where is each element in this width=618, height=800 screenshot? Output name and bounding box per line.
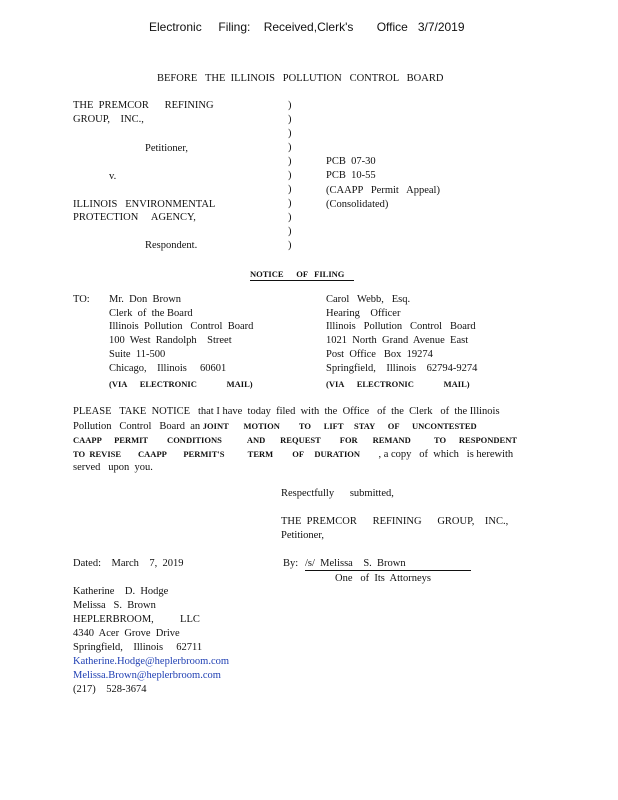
recipient-right-line: Springfield, Illinois 62794-9274: [326, 363, 478, 374]
body-line-1: PLEASE TAKE NOTICE that I have today filed with the Office of the Clerk of the Illinois: [73, 406, 500, 417]
body-line-4: [73, 447, 513, 462]
petitioner-name-line2: GROUP, INC.,: [73, 114, 144, 125]
caption-paren: ): [288, 100, 292, 111]
counsel-line: Springfield, Illinois 62711: [73, 642, 203, 653]
respectfully-submitted: Respectfully submitted,: [281, 488, 394, 499]
petitioner-name-line1: THE PREMCOR REFINING: [73, 100, 214, 111]
caption-paren: ): [288, 240, 292, 251]
counsel-line: Katherine D. Hodge: [73, 586, 169, 597]
party-role: Petitioner,: [281, 530, 325, 541]
respondent-name-line2: PROTECTION AGENCY,: [73, 212, 196, 223]
party-name: THE PREMCOR REFINING GROUP, INC.,: [281, 516, 509, 527]
body-line-4-text: , a copy of which is herewith: [378, 449, 514, 460]
caption-paren: ): [288, 212, 292, 223]
body-line-2: [73, 419, 477, 434]
caption-paren: ): [288, 184, 292, 195]
signature: /s/ Melissa S. Brown: [305, 558, 406, 569]
recipient-right-line: Carol Webb, Esq.: [326, 294, 411, 305]
filing-stamp: Electronic Filing: Received,Clerk's Office 3/7/2019: [149, 20, 465, 34]
caption-paren: ): [288, 226, 292, 237]
dated-line: Dated: March 7, 2019: [73, 558, 184, 569]
counsel-line: HEPLERBROOM, LLC: [73, 614, 200, 625]
case-number: (CAAPP Permit Appeal): [326, 185, 440, 196]
motion-title-part-3: TO REVISE CAAPP PERMIT'S TERM OF DURATION: [73, 449, 361, 459]
recipient-left-line: Suite 11-500: [109, 349, 166, 360]
caption-paren: ): [288, 114, 292, 125]
signature-line: [305, 557, 471, 571]
email-link-hodge[interactable]: Katherine.Hodge@heplerbroom.com: [73, 656, 230, 667]
caption-paren: ): [288, 170, 292, 181]
caption-paren: ): [288, 198, 292, 209]
recipient-left-line: Clerk of the Board: [109, 308, 193, 319]
recipient-right-line: Hearing Officer: [326, 308, 401, 319]
recipient-right-line: Illinois Pollution Control Board: [326, 321, 476, 332]
recipient-left-line: Mr. Don Brown: [109, 294, 182, 305]
body-line-2-text: Pollution Control Board an: [73, 421, 201, 432]
body-line-5: served upon you.: [73, 462, 153, 473]
recipient-left-via: (VIA ELECTRONIC MAIL): [109, 379, 253, 389]
petitioner-label: Petitioner,: [145, 143, 189, 154]
attorneys-label: One of Its Attorneys: [335, 573, 431, 584]
caption-paren: ): [288, 142, 292, 153]
motion-title-part-2: CAAPP PERMIT CONDITIONS AND REQUEST FOR REMAND TO RESPONDENT: [73, 435, 518, 445]
recipient-left-line: Illinois Pollution Control Board: [109, 321, 254, 332]
email-link-brown[interactable]: Melissa.Brown@heplerbroom.com: [73, 670, 221, 681]
recipient-right-line: 1021 North Grand Avenue East: [326, 335, 469, 346]
respondent-name-line1: ILLINOIS ENVIRONMENTAL: [73, 199, 216, 210]
case-number: PCB 10-55: [326, 170, 376, 181]
caption-paren: ): [288, 128, 292, 139]
versus: v.: [109, 171, 117, 182]
to-label: TO:: [73, 294, 90, 305]
counsel-line: 4340 Acer Grove Drive: [73, 628, 180, 639]
case-number: PCB 07-30: [326, 156, 376, 167]
motion-title-part-1: JOINT MOTION TO LIFT STAY OF UNCONTESTED: [202, 421, 477, 431]
case-number: (Consolidated): [326, 199, 389, 210]
caption-paren: ): [288, 156, 292, 167]
by-label: By:: [283, 558, 299, 569]
notice-title: NOTICE OF FILING: [250, 268, 354, 281]
board-title: BEFORE THE ILLINOIS POLLUTION CONTROL BOARD: [157, 73, 444, 84]
recipient-left-line: 100 West Randolph Street: [109, 335, 232, 346]
counsel-line: Melissa S. Brown: [73, 600, 156, 611]
recipient-left-line: Chicago, Illinois 60601: [109, 363, 227, 374]
respondent-label: Respondent.: [145, 240, 198, 251]
recipient-right-line: Post Office Box 19274: [326, 349, 433, 360]
phone-number: (217) 528-3674: [73, 684, 147, 695]
recipient-right-via: (VIA ELECTRONIC MAIL): [326, 379, 470, 389]
